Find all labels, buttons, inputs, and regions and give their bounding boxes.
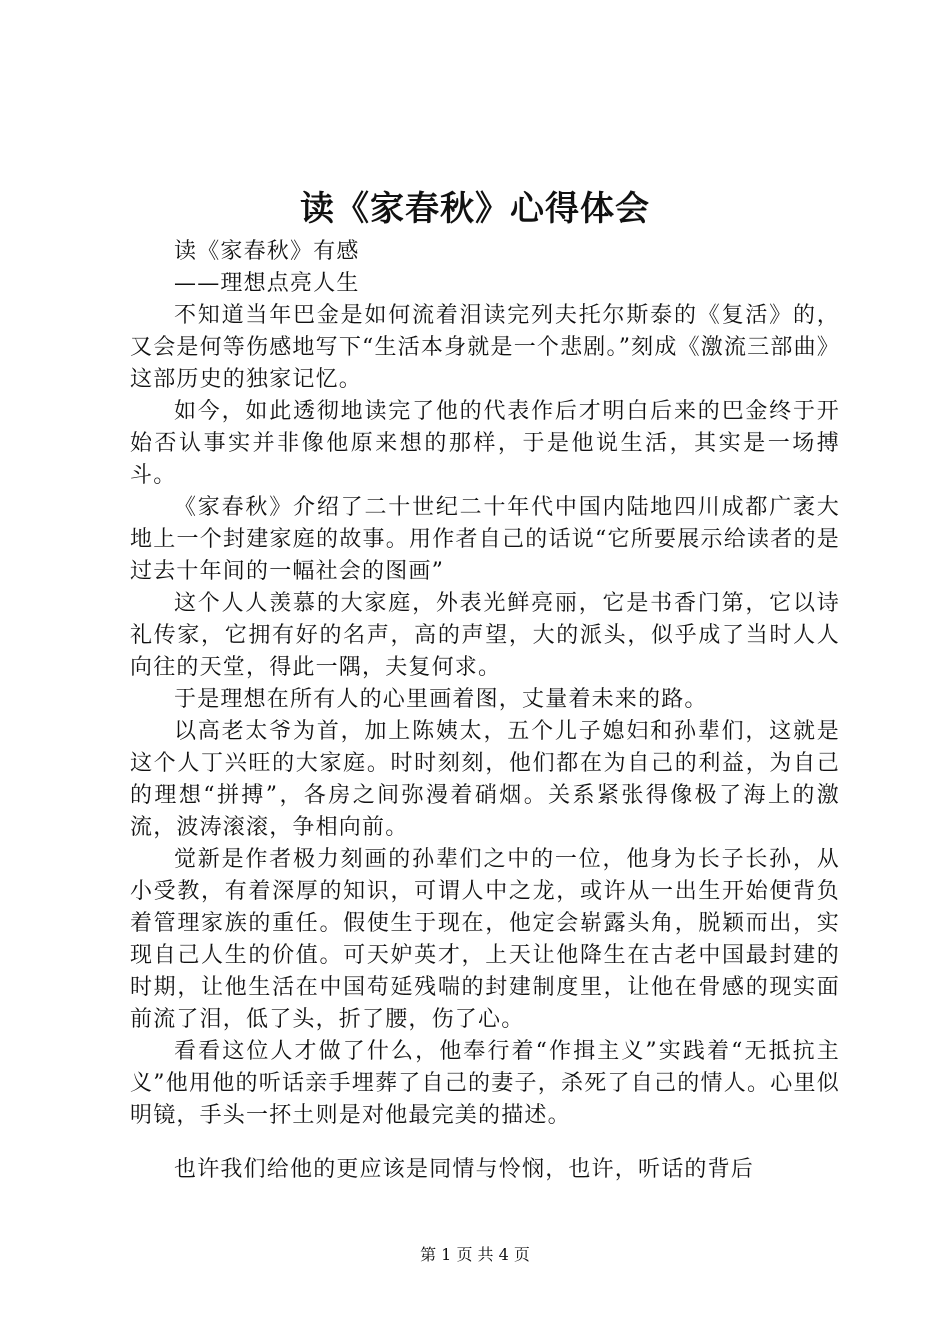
subtitle-line: 读《家春秋》有感 — [174, 239, 360, 264]
paragraph: 以高老太爷为首，加上陈姨太，五个儿子媳妇和孙辈们，这就是这个人丁兴旺的大家庭。时时刻刻，他们都在为自己的利益，为自己的理想“拼搏”，各房之间弥漫着硝烟。关系紧张得像极了海上的激流，波涛滚滚，争相向前。 — [130, 719, 840, 840]
document-title: 读《家春秋》心得体会 — [300, 189, 650, 229]
paragraph: 觉新是作者极力刻画的孙辈们之中的一位，他身为长子长孙，从小受教，有着深厚的知识，可谓人中之龙，或许从一出生开始便背负着管理家族的重任。假使生于现在，他定会崭露头角，脱颖而出，实现自己人生的价值。可天妒英才，上天让他降生在古老中国最封建的时期，让他生活在中国苟延残喘的封建制度里，让他在骨感的现实面前流了泪，低了头，折了腰，伤了心。 — [130, 847, 840, 1032]
paragraph: 不知道当年巴金是如何流着泪读完列夫托尔斯泰的《复活》的，又会是何等伤感地写下“生活本身就是一个悲剧。”刻成《激流三部曲》这部历史的独家记忆。 — [130, 303, 840, 392]
paragraph: 如今，如此透彻地读完了他的代表作后才明白后来的巴金终于开始否认事实并非像他原来想的那样，于是他说生活，其实是一场搏斗。 — [130, 399, 840, 488]
paragraph: 看看这位人才做了什么，他奉行着“作揖主义”实践着“无抵抗主义”他用他的听话亲手埋葬了自己的妻子，杀死了自己的情人。心里似明镜，手头一抔土则是对他最完美的描述。 — [130, 1039, 840, 1128]
paragraph: 也许我们给他的更应该是同情与怜悯，也许，听话的背后 — [174, 1157, 755, 1182]
paragraph: 《家春秋》介绍了二十世纪二十年代中国内陆地四川成都广袤大地上一个封建家庭的故事。用作者自己的话说“它所要展示给读者的是过去十年间的一幅社会的图画” — [130, 495, 840, 584]
page-footer: 第 1 页 共 4 页 — [420, 1245, 530, 1264]
paragraph: 这个人人羡慕的大家庭，外表光鲜亮丽，它是书香门第，它以诗礼传家，它拥有好的名声，高的声望，大的派头，似乎成了当时人人向往的天堂，得此一隅，夫复何求。 — [130, 591, 840, 680]
document-body — [130, 236, 840, 1186]
paragraph: 于是理想在所有人的心里画着图，丈量着未来的路。 — [174, 687, 708, 712]
subtitle-tagline: ——理想点亮人生 — [174, 271, 360, 296]
